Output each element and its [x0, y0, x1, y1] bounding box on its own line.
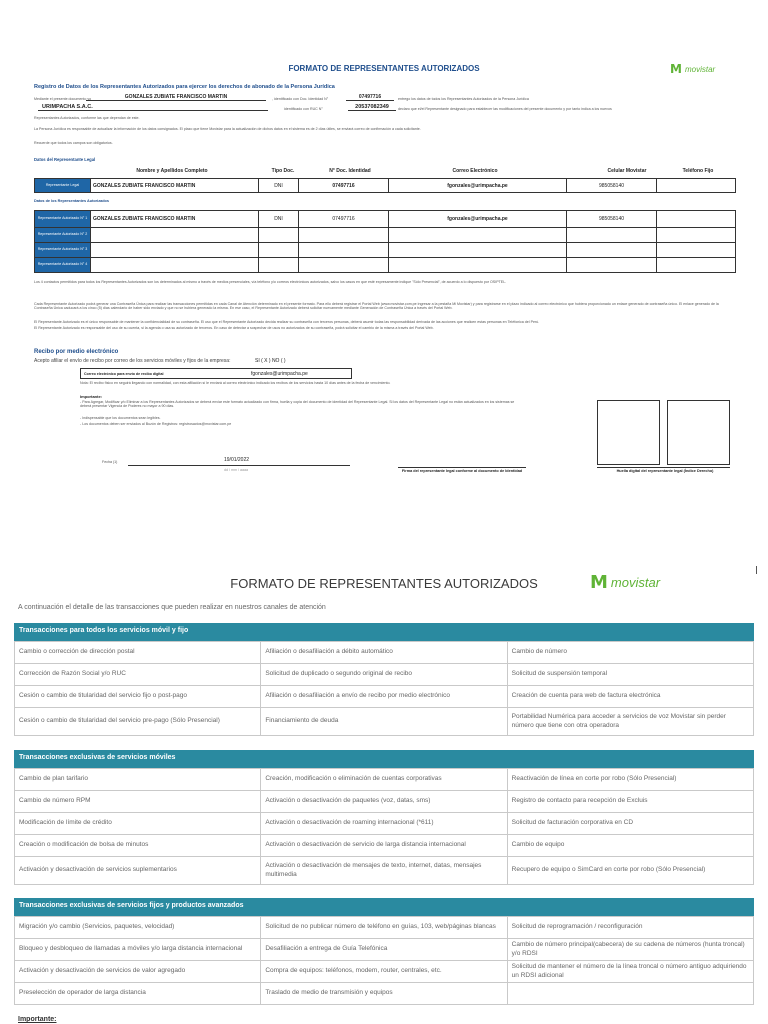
authorized-section-title: Datos de los Representantes Autorizados	[34, 199, 109, 203]
transaction-cell: Afiliación o desafiliación a débito automático	[261, 642, 507, 664]
transaction-cell: Modificación de límite de crédito	[15, 813, 261, 835]
movistar-m-icon: M	[670, 62, 682, 76]
company-name: URIMPACHA S.A.C.	[38, 104, 268, 111]
transaction-cell: Afiliación o desafiliación a envío de recibo por medio electrónico	[261, 686, 507, 708]
table-row	[15, 983, 754, 1005]
transaction-cell: Creación, modificación o eliminación de cuentas corporativas	[261, 769, 507, 791]
transaction-cell: Cambio de número principal(cabecera) de su cadena de números (hunta troncal) y/o RDSI	[507, 939, 753, 961]
fingerprint-box	[597, 400, 660, 465]
transaction-cell: Creación o modificación de bolsa de minutos	[15, 835, 261, 857]
intro-name: GONZALES ZUBIATE FRANCISCO MARTIN	[86, 94, 266, 101]
table-row: Representante Autorizado N° 4	[35, 258, 736, 273]
page-title-2: FORMATO DE REPRESENTANTES AUTORIZADOS	[230, 576, 538, 591]
transaction-cell: Preselección de operador de larga distancia	[15, 983, 261, 1005]
form-subtitle: Registro de Datos de los Representantes Autorizados para ejercer los derechos de abonado de la Persona Jurídica	[34, 84, 335, 90]
receipt-choice[interactable]: SI ( X ) NO ( )	[255, 358, 286, 364]
transaction-cell: Financiamiento de deuda	[261, 708, 507, 736]
signature-label: Firma del representante legal conforme al documento de Identidad	[401, 469, 523, 473]
form-page-2	[0, 540, 768, 1024]
transaction-cell: Bloqueo y desbloqueo de llamadas a móviles y/o larga distancia internacional	[15, 939, 261, 961]
section-header: Transacciones para todos los servicios móvil y fijo	[14, 623, 754, 641]
transaction-cell: Cambio de equipo	[507, 835, 753, 857]
table-row	[15, 857, 754, 885]
form-page-1: FORMATO DE REPRESENTANTES AUTORIZADOS M movistar Registro de Datos de los Representantes Autorizados para ejercer los derechos de abonado de la Persona Jurídica Mediante el presente documento yo GONZALES ZUBIATE FRANCISCO MARTIN , identificado con Doc. Identidad N° 07497716 entrego los datos de todos los Representantes Autorizados de la Persona Jurídica URIMPACHA S.A.C. identificado con RUC N° 20537082349 declaro que el/el Representante designado para establecer las modificaciones del presente documento y por tanto indica a los nuevos Representantes Autorizados, conforme las que dependan de este. La Persona Jurídica es responsable de actualizar la información de los datos consignados. El plazo que tiene Movistar para la actualización de dichos datos en el sistema es de 2 días útiles, se enviará correo de confirmación a cada solicitante. Recuerde que todos los campos son obligatorios. Datos del Representante Legal Nombre y Apellidos Completo Tipo Doc. N° Doc. Identidad Correo Electrónico Celular Movistar Teléfono Fijo Representante Legal GONZALES ZUBIATE FRANCISCO MARTIN DNI 07497716 fgonzales@urimpacha.pe 985058140 Datos de los Representantes Autorizados Representante Autorizado N° 1 GONZALES ZUBIATE FRANCISCO MARTIN DNI 07497716 fgonzales@urimpacha.pe 985058140 Representante Autorizado N° 2 Representante Autorizado N° 3 Representante Autorizado N° 4 Los 4 contactos permitidos para todos los Representantes Autorizados son los determinados al mismo a través de medios presenciales, vía teléfono y/o correos electrónicos autorizados, salvo los casos en que esté expresamente indique "Sólo Presencial", de acuerdo a lo dispuesto por OSIPTEL. Cada Representante Autorizado podrá generar una Contraseña Única para realizar las transacciones permitidas en cada Canal de Atención determinado en el presente formato. Para ello deberá registrar el Portal Web (www.movistar.com.pe ingresar a la pestaña Mi Movistar) y para registrarse en el plazo indicado al correo electrónico que hubiera proporcionado un enlace generado de contraseña único. El enlace generado de la Contraseña Única caducará a los cinco (5) días calendario de haber sido enviado y que no se hubiera generado la misma. En ese caso, el Representante Autorizado deberá solicitar nuevamente mediante Generación de Contraseña Única a través del Portal Web. El Representante Autorizado es el único responsable de mantener la confidencialidad de su contraseña. El uso que el Representante Autorizado decida realizar su contraseña con terceros personas, deberá asumir todas las responsabilidad derivada de las acciones que realicen estas personas en Teléfonica del Perú. El Representante Autorizado es responsable del uso de su cuenta, si la agenda o usa su autorizado de terceros. En caso de detectar a sospechar de usos no autorizados de su contraseña, podrá solicitar el cambio de la misma a través del Portal Web. Recibo por medio electrónico Acepto afiliar el envío de recibo por correo de los servicios móviles y fijos de la empresa: SI ( X ) NO ( ) Correo electrónico para envío de recibo digital fgonzales@urimpacha.pe Nota: El recibo físico en seguirá llegando con normalidad, con esta afiliación sí le enviará al correo electrónico indicado los recibos de los servicios hasta 10 días antes de la fecha de vencimiento. Importante: - Para Agregar, Modificar y/o Eliminar a los Representantes Autorizados se deberá enviar este formato actualizado con firma, huella y copia del documento de identidad del Representante Legal. Si los datos del Representante Legal no están actualizados en los sistemas se deberá presentar Vigencia de Poderes no mayor a 90 días. - Indispensable que los documentos sean legibles. - Los documentos deben ser enviados al Buzón de Registros: registrosactos@movistar.com.pe Fecha (1) 19/01/2022 dd / mm / aaaa Firma del representante legal conforme al documento de Identidad Huella digital del representante legal (Índice Derecho)	[0, 0, 768, 540]
transaction-cell: Solicitud de reprogramación / reconfiguración	[507, 917, 753, 939]
transaction-cell: Cambio o corrección de dirección postal	[15, 642, 261, 664]
transaction-cell: Compra de equipos: teléfonos, modem, router, centrales, etc.	[261, 961, 507, 983]
transaction-cell: Activación y desactivación de servicios de valor agregado	[15, 961, 261, 983]
legal-section-title: Datos del Representante Legal	[34, 157, 96, 162]
movistar-m-icon: M	[590, 572, 608, 593]
table-row	[15, 686, 754, 708]
transactions-table-all	[14, 641, 754, 736]
transaction-cell: Recupero de equipo o SimCard en corte por robo (Sólo Presencial)	[507, 857, 753, 885]
transaction-cell: Cambio de plan tarifario	[15, 769, 261, 791]
transaction-cell: Cesión o cambio de titularidad del servicio pre-pago (Sólo Presencial)	[15, 708, 261, 736]
table-row: Representante Autorizado N° 3	[35, 243, 736, 258]
table-row	[15, 961, 754, 983]
fingerprint-label: Huella digital del representante legal (Índice Derecho)	[616, 469, 714, 473]
transaction-cell: Traslado de medio de transmisión y equipos	[261, 983, 507, 1005]
table-row: Representante Legal GONZALES ZUBIATE FRANCISCO MARTIN DNI 07497716 fgonzales@urimpacha.pe 985058140	[35, 179, 736, 193]
table-row	[15, 664, 754, 686]
transaction-cell: Portabilidad Numérica para acceder a servicios de voz Movistar sin perder número que tiene con otra operadora	[507, 708, 753, 736]
transaction-cell: Solicitud de duplicado o segundo original de recibo	[261, 664, 507, 686]
table-row	[15, 708, 754, 736]
section-header: Transacciones exclusivas de servicios fijos y productos avanzados	[14, 898, 754, 916]
table-row	[15, 917, 754, 939]
movistar-logo-2: M movistar	[590, 572, 661, 593]
table-row	[15, 791, 754, 813]
table-row	[15, 642, 754, 664]
transaction-cell: Activación o desactivación de paquetes (voz, datas, sms)	[261, 791, 507, 813]
transaction-cell: Activación o desactivación de roaming internacional (*611)	[261, 813, 507, 835]
transaction-cell: Creación de cuenta para web de factura electrónica	[507, 686, 753, 708]
transaction-cell: Corrección de Razón Social y/o RUC	[15, 664, 261, 686]
transaction-cell: Registro de contacto para recepción de Excluis	[507, 791, 753, 813]
company-ruc: 20537082349	[348, 104, 396, 111]
transaction-cell: Desafiliación a entrega de Guía Telefónica	[261, 939, 507, 961]
date-value[interactable]: 19/01/2022	[224, 457, 250, 463]
table-row	[15, 769, 754, 791]
page-title: FORMATO DE REPRESENTANTES AUTORIZADOS	[288, 64, 480, 73]
table-row	[15, 835, 754, 857]
fingerprint-box-2	[667, 400, 730, 465]
receipt-title: Recibo por medio electrónico	[34, 349, 119, 355]
transaction-cell	[507, 983, 753, 1005]
transaction-cell: Activación o desactivación de mensajes de texto, internet, datas, mensajes multimedia	[261, 857, 507, 885]
receipt-email-field[interactable]: Correo electrónico para envío de recibo digital fgonzales@urimpacha.pe	[80, 368, 352, 379]
transaction-cell: Solicitud de facturación corporativa en CD	[507, 813, 753, 835]
transaction-cell: Migración y/o cambio (Servicios, paquetes, velocidad)	[15, 917, 261, 939]
legal-representative-table	[34, 178, 736, 193]
transaction-cell: Cambio de número RPM	[15, 791, 261, 813]
table-row	[15, 939, 754, 961]
transaction-cell: Solicitud de suspensión temporal	[507, 664, 753, 686]
transactions-intro: A continuación el detalle de las transacciones que pueden realizar en nuestros canales de atención	[18, 604, 326, 611]
transaction-cell: Cesión o cambio de titularidad del servicio fijo o post-pago	[15, 686, 261, 708]
transaction-cell: Reactivación de línea en corte por robo (Sólo Presencial)	[507, 769, 753, 791]
movistar-logo: M movistar	[670, 62, 716, 76]
transactions-table-fixed	[14, 916, 754, 1005]
transaction-cell: Activación o desactivación de servicio de larga distancia internacional	[261, 835, 507, 857]
footer-important: Importante:	[18, 1016, 57, 1023]
transaction-cell: Cambio de número	[507, 642, 753, 664]
table-row: Representante Autorizado N° 2	[35, 228, 736, 243]
table-row: Representante Autorizado N° 1 GONZALES ZUBIATE FRANCISCO MARTIN DNI 07497716 fgonzales@urimpacha.pe 985058140	[35, 211, 736, 228]
section-header: Transacciones exclusivas de servicios móviles	[14, 750, 754, 768]
transaction-cell: Solicitud de mantener el número de la línea troncal o número antiguo adquiriendo un RDSI adicional	[507, 961, 753, 983]
cursor-mark	[756, 566, 757, 574]
transaction-cell: Activación y desactivación de servicios suplementarios	[15, 857, 261, 885]
authorized-representatives-table	[34, 210, 736, 273]
table-row	[15, 813, 754, 835]
intro-id: 07497716	[346, 94, 394, 101]
transaction-cell: Solicitud de no publicar número de teléfono en guías, 103, web/páginas blancas	[261, 917, 507, 939]
transactions-table-mobile	[14, 768, 754, 885]
